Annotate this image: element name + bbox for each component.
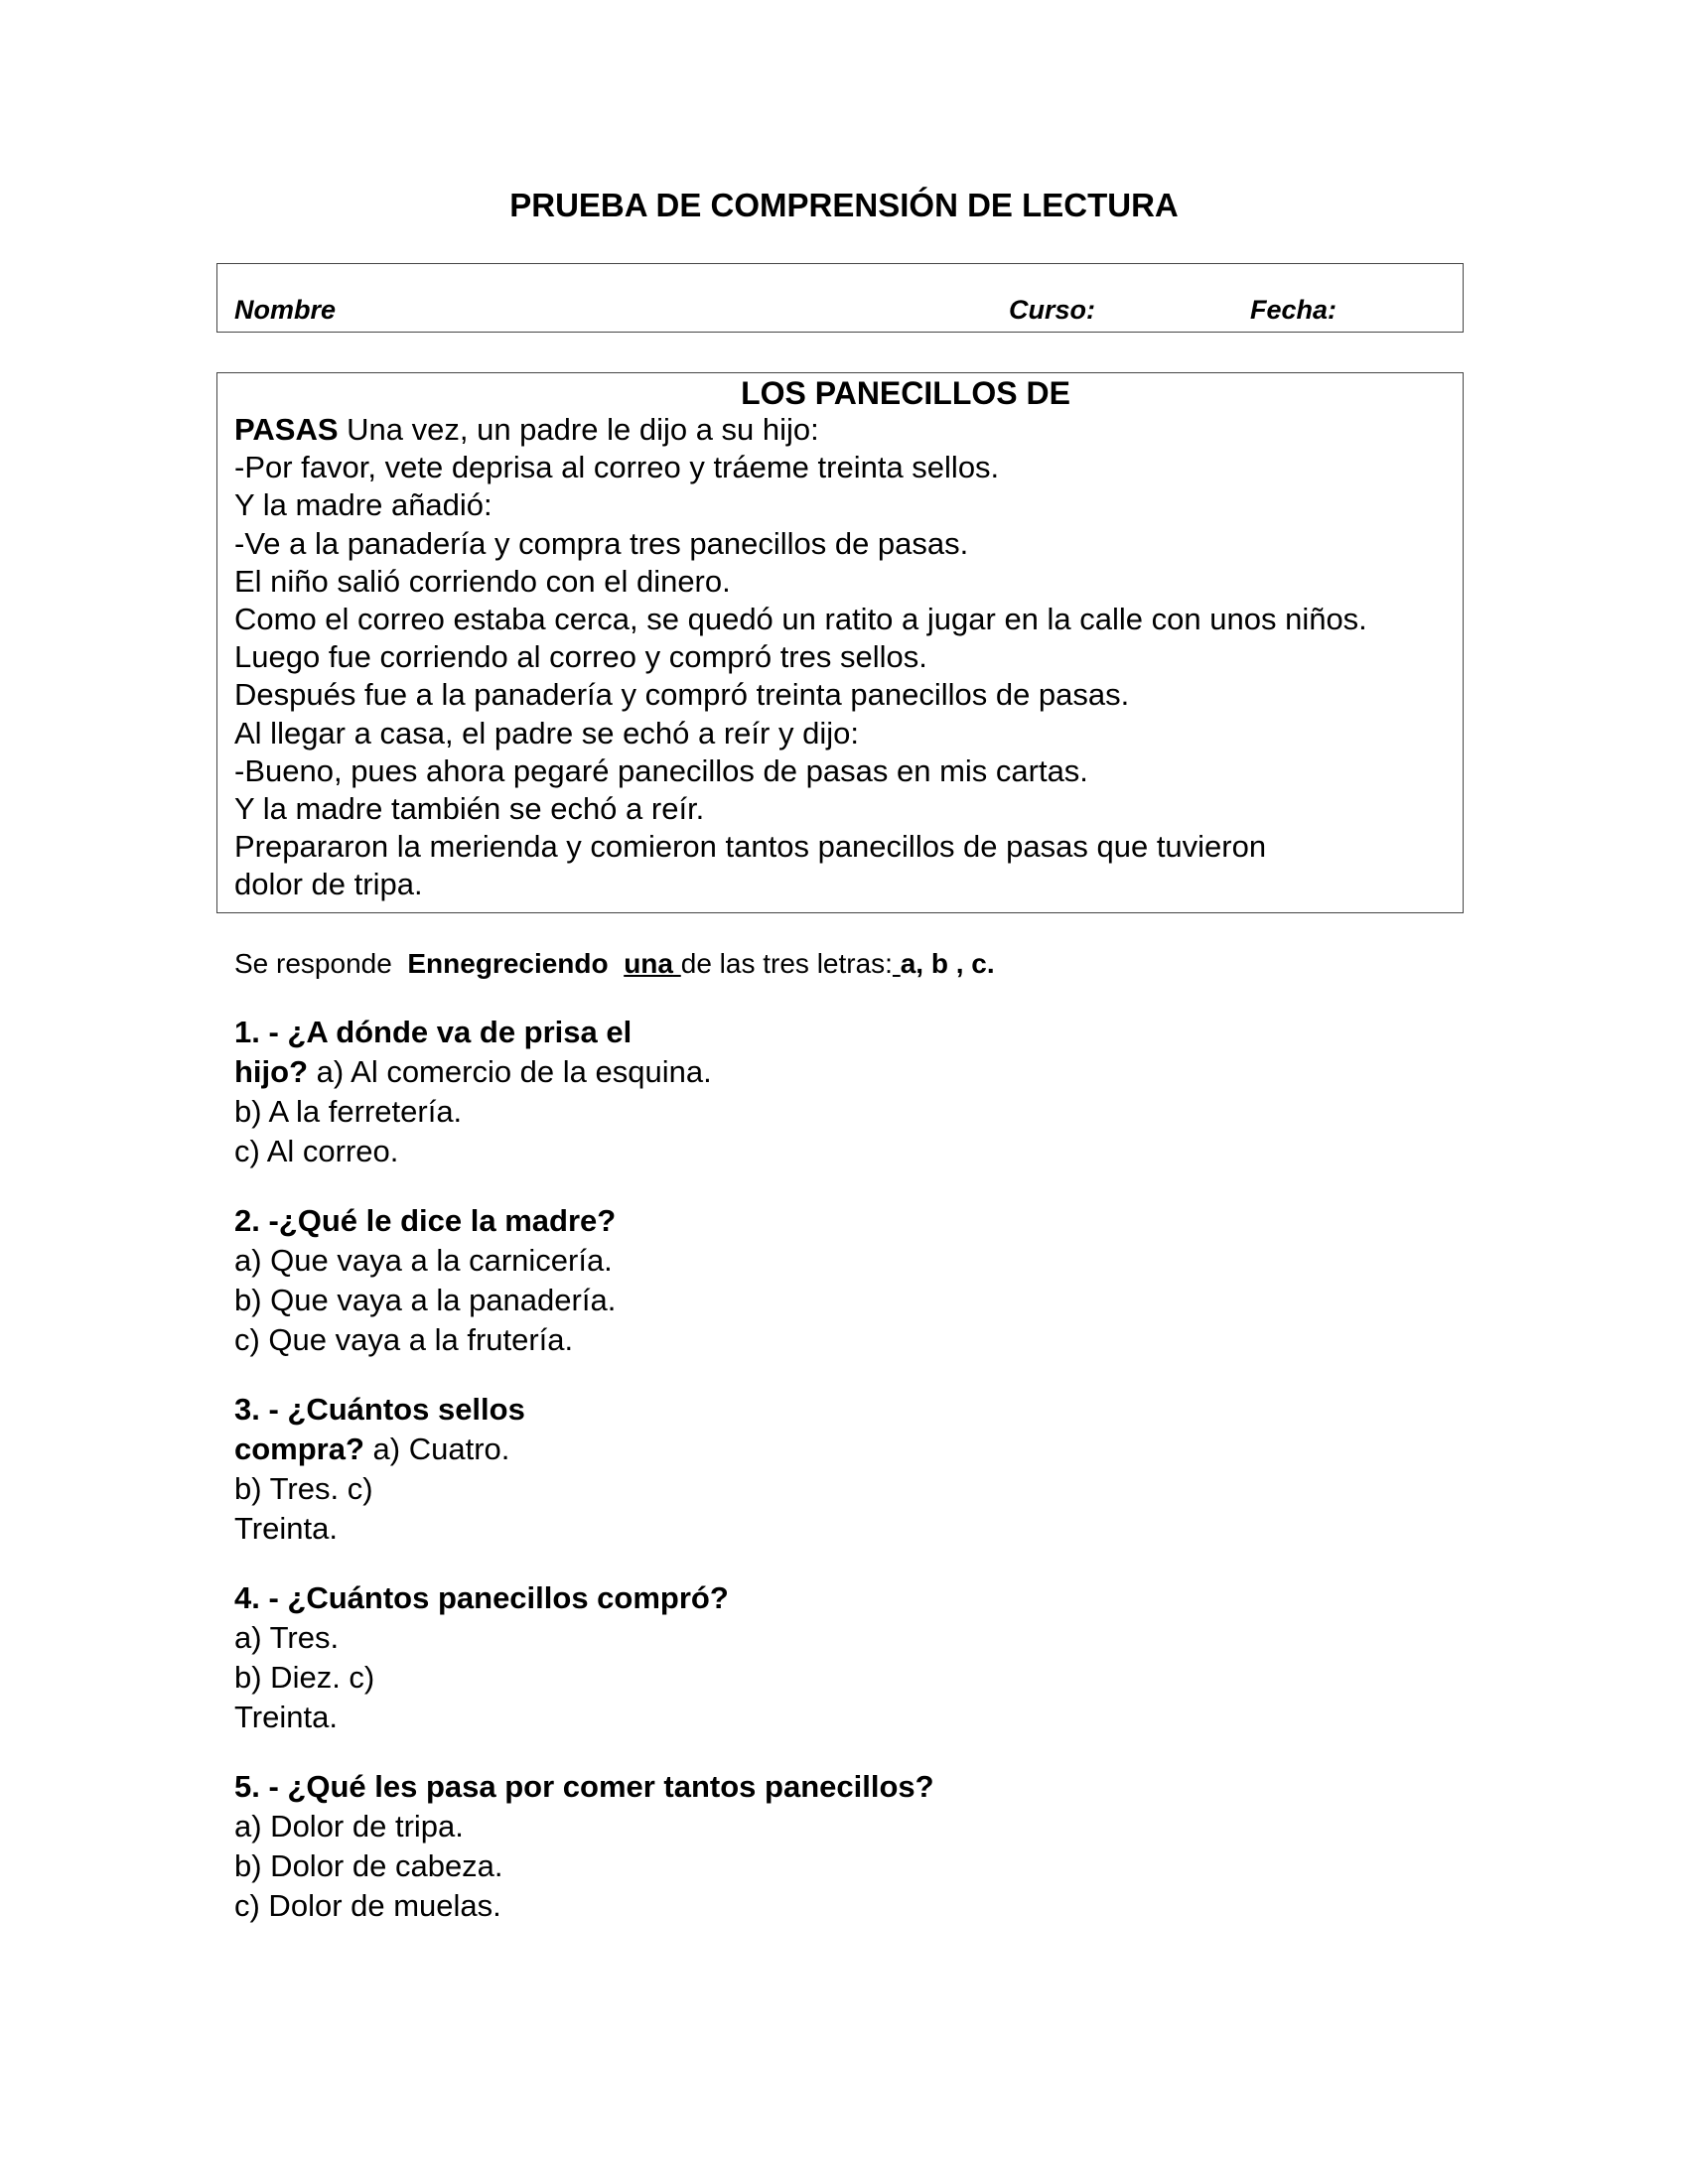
answer-option[interactable]: Treinta. (234, 1700, 338, 1734)
story-line: -Ve a la panadería y compra tres panecillos de pasas. (234, 525, 969, 561)
story-title-continued: PASAS (234, 412, 339, 447)
date-label: Fecha: (1250, 295, 1337, 325)
story-line: Luego fue corriendo al correo y compró tres sellos. (234, 639, 927, 675)
answer-option[interactable]: b) A la ferretería. (234, 1094, 463, 1129)
story-line: Prepararon la merienda y comieron tantos panecillos de pasas que tuvieron (234, 829, 1267, 865)
story-line: -Por favor, vete deprisa al correo y tráeme treinta sellos. (234, 450, 1000, 485)
story-line: -Bueno, pues ahora pegaré panecillos de pasas en mis cartas. (234, 752, 1088, 788)
name-label: Nombre (234, 295, 337, 325)
answer-option[interactable]: Treinta. (234, 1511, 338, 1546)
answer-option[interactable]: b) Que vaya a la panadería. (234, 1283, 617, 1317)
question-text: 2. -¿Qué le dice la madre? (234, 1203, 617, 1238)
question-text: 4. - ¿Cuántos panecillos compró? (234, 1580, 729, 1615)
answer-option[interactable]: c) Dolor de muelas. (234, 1888, 501, 1923)
story-line: El niño salió corriendo con el dinero. (234, 563, 731, 599)
story-line: Una vez, un padre le dijo a su hijo: (347, 412, 819, 447)
answer-option[interactable]: b) Diez. c) (234, 1660, 375, 1695)
story-text (234, 411, 1367, 903)
instructions (234, 948, 995, 980)
question-3 (234, 1390, 525, 1549)
question-text: 3. - ¿Cuántos sellos (234, 1392, 525, 1427)
page-title: PRUEBA DE COMPRENSIÓN DE LECTURA (509, 187, 1179, 223)
answer-option[interactable]: a) Que vaya a la carnicería. (234, 1243, 613, 1278)
question-2 (234, 1201, 616, 1360)
story-line: dolor de tripa. (234, 867, 423, 902)
instructions-bold-word: Ennegreciendo (407, 948, 609, 979)
question-text: 5. - ¿Qué les pasa por comer tantos panecillos? (234, 1769, 934, 1804)
question-4 (234, 1578, 729, 1737)
story-box (216, 372, 1464, 913)
instructions-prefix: Se responde (234, 948, 392, 979)
answer-option[interactable]: c) Que vaya a la frutería. (234, 1322, 574, 1357)
story-line: Y la madre añadió: (234, 487, 492, 523)
answer-option[interactable]: b) Dolor de cabeza. (234, 1848, 503, 1883)
story-title: LOS PANECILLOS DE (741, 375, 1070, 411)
question-1 (234, 1013, 712, 1171)
question-5 (234, 1767, 934, 1926)
instructions-letters: a, b , c. (900, 948, 995, 979)
answer-option[interactable]: a) Tres. (234, 1620, 340, 1655)
answer-option[interactable]: a) Cuatro. (372, 1432, 510, 1466)
question-text-continued: hijo? (234, 1054, 309, 1089)
course-label: Curso: (1009, 295, 1095, 325)
answer-option[interactable]: b) Tres. c) (234, 1471, 373, 1506)
student-info-box (216, 263, 1464, 333)
instructions-underlined-word: una (624, 948, 673, 979)
answer-option[interactable]: a) Al comercio de la esquina. (316, 1054, 712, 1089)
answer-option[interactable]: a) Dolor de tripa. (234, 1809, 464, 1843)
instructions-middle: de las tres letras: (680, 948, 893, 979)
question-text-continued: compra? (234, 1432, 364, 1466)
story-line: Después fue a la panadería y compró treinta panecillos de pasas. (234, 677, 1130, 713)
story-line: Y la madre también se echó a reír. (234, 790, 705, 826)
story-line: Al llegar a casa, el padre se echó a reír y dijo: (234, 715, 859, 751)
question-text: 1. - ¿A dónde va de prisa el (234, 1015, 633, 1049)
answer-option[interactable]: c) Al correo. (234, 1134, 399, 1168)
story-line: Como el correo estaba cerca, se quedó un ratito a jugar en la calle con unos niños. (234, 601, 1367, 636)
